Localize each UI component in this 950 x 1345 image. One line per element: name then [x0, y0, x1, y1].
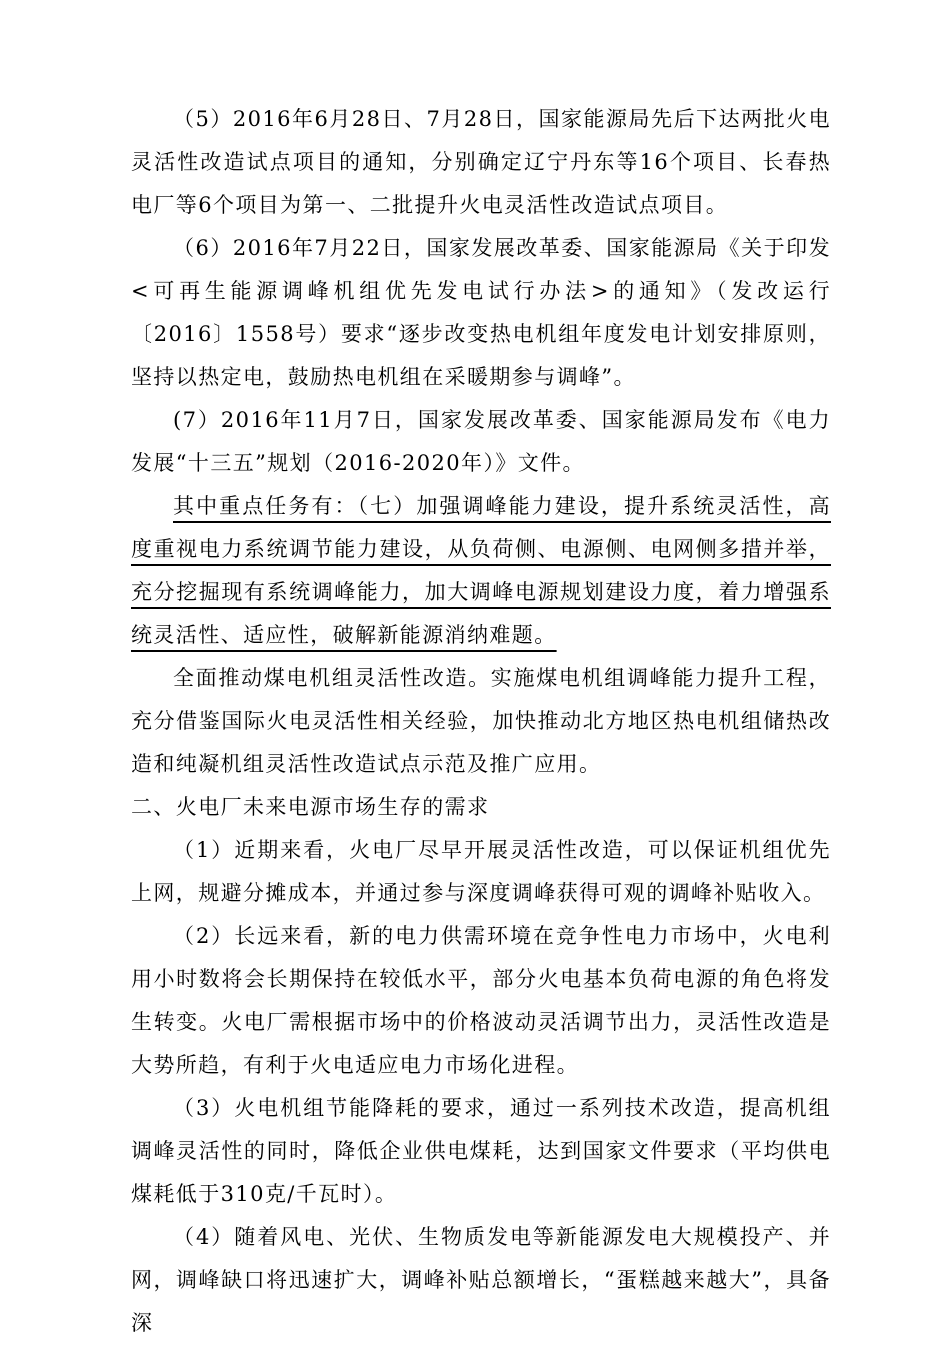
paragraph-need-1: （1）近期来看，火电厂尽早开展灵活性改造，可以保证机组优先上网，规避分摊成本，并通过参与深度调峰获得可观的调峰补贴收入。	[131, 838, 831, 905]
paragraph-pilot-projects: （5）2016年6月28日、7月28日，国家能源局先后下达两批火电灵活性改造试点项目的通知，分别确定辽宁丹东等16个项目、长春热电厂等6个项目为第一、二批提升火电灵活性改造试点项目。	[131, 107, 831, 217]
section-heading: 二、火电厂未来电源市场生存的需求	[131, 795, 490, 819]
paragraph-coal-flexibility: 全面推动煤电机组灵活性改造。实施煤电机组调峰能力提升工程，充分借鉴国际火电灵活性相关经验，加快推动北方地区热电机组储热改造和纯凝机组灵活性改造试点示范及推广应用。	[131, 666, 831, 776]
paragraph-need-4: （4）随着风电、光伏、生物质发电等新能源发电大规模投产、并网，调峰缺口将迅速扩大，调峰补贴总额增长，“蛋糕越来越大”，具备深	[131, 1225, 831, 1335]
paragraph-peak-regulation-measures: （6）2016年7月22日，国家发展改革委、国家能源局《关于印发<可再生能源调峰机组优先发电试行办法>的通知》（发改运行〔2016〕1558号）要求“逐步改变热电机组年度发电计划安排原则，坚持以热定电，鼓励热电机组在采暖期参与调峰”。	[131, 236, 831, 389]
document-body	[131, 98, 831, 1345]
paragraph-need-2: （2）长远来看，新的电力供需环境在竞争性电力市场中，火电利用小时数将会长期保持在较低水平，部分火电基本负荷电源的角色将发生转变。火电厂需根据市场中的价格波动灵活调节出力，灵活性改造是大势所趋，有利于火电适应电力市场化进程。	[131, 924, 831, 1077]
paragraph-need-3: （3）火电机组节能降耗的要求，通过一系列技术改造，提高机组调峰灵活性的同时，降低企业供电煤耗，达到国家文件要求（平均供电煤耗低于310克/千瓦时）。	[131, 1096, 831, 1206]
paragraph-key-tasks-underlined	[131, 485, 831, 657]
underlined-key-tasks-text: 其中重点任务有：（七）加强调峰能力建设，提升系统灵活性，高度重视电力系统调节能力建设，从负荷侧、电源侧、电网侧多措并举，充分挖掘现有系统调峰能力，加大调峰电源规划建设力度，着力增强系统灵活性、适应性，破解新能源消纳难题。	[131, 494, 831, 647]
paragraph-13th-five-year-plan: (7）2016年11月7日，国家发展改革委、国家能源局发布《电力发展“十三五”规划（2016-2020年）》文件。	[131, 408, 831, 475]
